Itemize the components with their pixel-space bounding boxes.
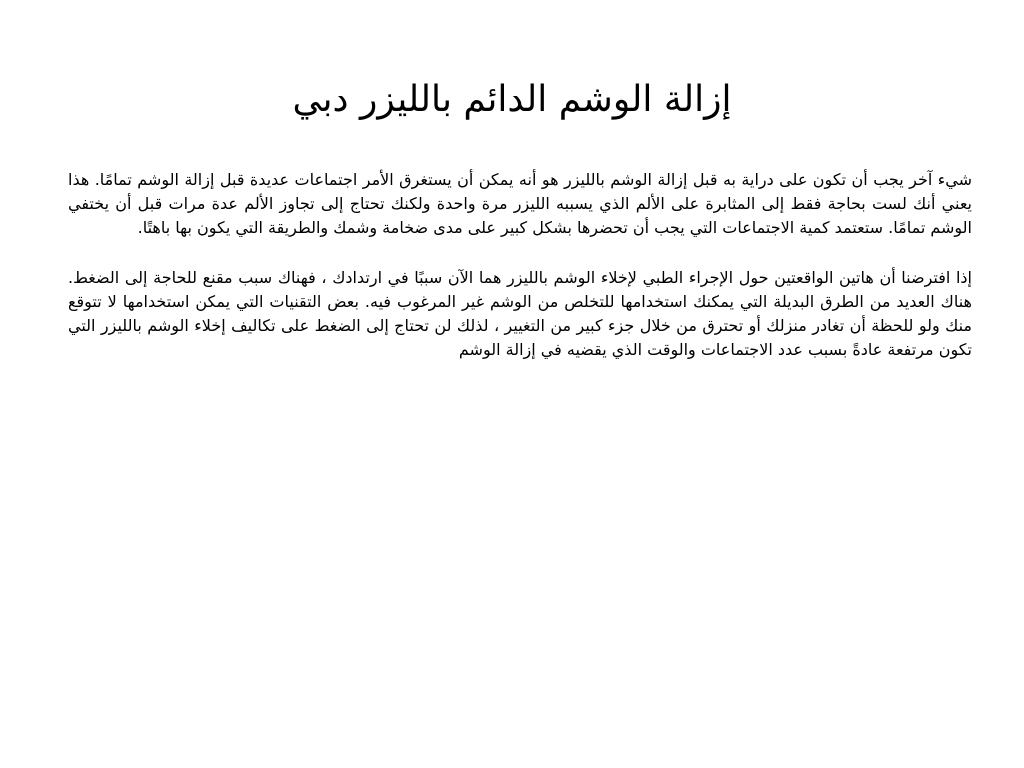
slide-title: إزالة الوشم الدائم بالليزر دبي [292,79,732,120]
paragraph-2: إذا افترضنا أن هاتين الواقعتين حول الإجراء الطبي لإخلاء الوشم بالليزر هما الآن سببًا في ارتدادك ، فهناك سبب مقنع للحاجة إلى الضغط. هناك العديد من الطرق البديلة التي يمكنك استخدامها للتخلص من الوشم غير المرغوب فيه. بعض التقنيات التي يمكن استخدامها لا تتوقع منك ولو للحظة أن تغادر منزلك أو تحترق من خلال جزء كبير من التغيير ، لذلك لن تحتاج إلى الضغط على تكاليف إخلاء الوشم بالليزر التي تكون مرتفعة عادةً بسبب عدد الاجتماعات والوقت الذي يقضيه في إزالة الوشم [68,268,972,359]
paragraph-1: شيء آخر يجب أن تكون على دراية به قبل إزالة الوشم بالليزر هو أنه يمكن أن يستغرق الأمر اجتماعات عديدة قبل إزالة الوشم تمامًا. هذا يعني أنك لست بحاجة فقط إلى المثابرة على الألم الذي يسببه الليزر مرة واحدة ولكنك تحتاج إلى تجاوز الألم عدة مرات قبل أن يختفي الوشم تمامًا. ستعتمد كمية الاجتماعات التي يجب أن تحضرها بشكل كبير على مدى ضخامة وشمك والطريقة التي يكون بها باهتًا. [68,170,972,237]
slide-body [68,168,972,388]
